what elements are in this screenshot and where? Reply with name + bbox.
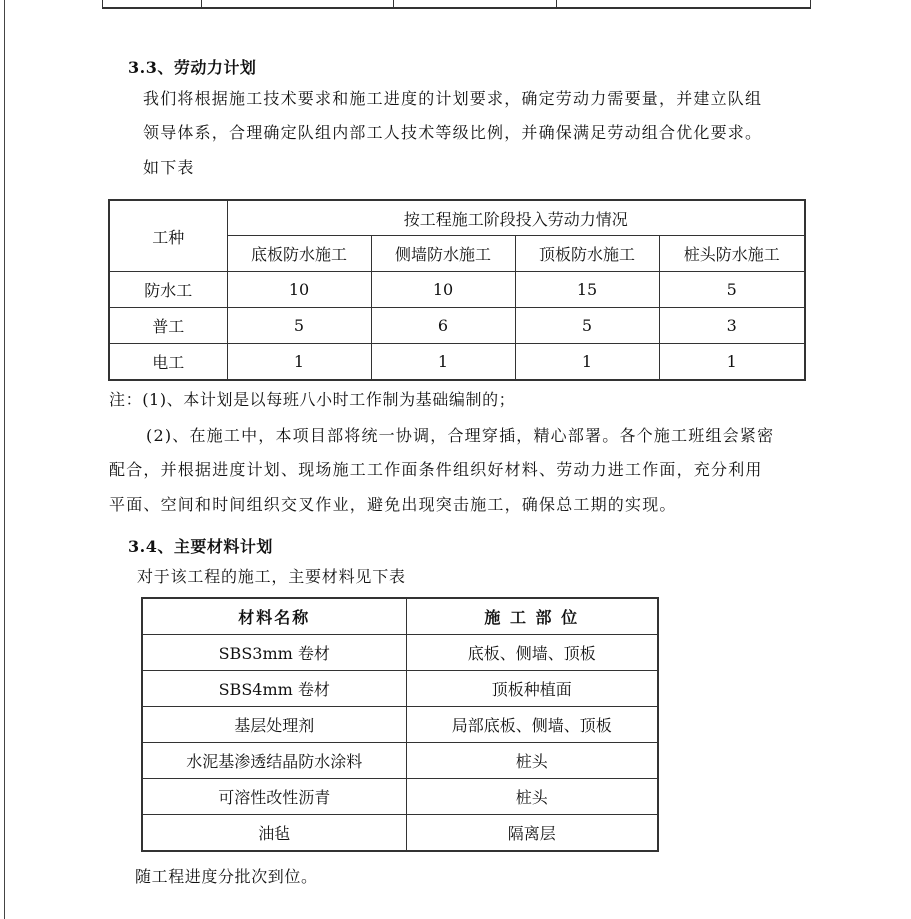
- header-cell-group: 按工程施工阶段投入劳动力情况: [227, 200, 805, 236]
- previous-table-fragment: [102, 0, 811, 9]
- material-name-cell: 水泥基渗透结晶防水涂料: [142, 743, 406, 779]
- header-cell-location: 施 工 部 位: [406, 598, 658, 635]
- material-name-cell: 可溶性改性沥青: [142, 779, 406, 815]
- trade-cell: 电工: [109, 344, 227, 381]
- table-fragment-divider: [201, 0, 202, 9]
- location-cell: 顶板种植面: [406, 671, 658, 707]
- table-fragment-divider: [556, 0, 557, 9]
- table-row: [109, 344, 805, 381]
- closing-note: 随工程进度分批次到位。: [135, 867, 318, 886]
- table-header-row: [109, 200, 805, 236]
- location-cell: 局部底板、侧墙、顶板: [406, 707, 658, 743]
- paragraph-line: 我们将根据施工技术要求和施工进度的计划要求，确定劳动力需要量，并建立队组: [143, 89, 763, 108]
- page-left-edge: [4, 0, 5, 919]
- note-1: 注：(1)、本计划是以每班八小时工作制为基础编制的；: [109, 390, 516, 409]
- value-cell: 1: [515, 344, 659, 381]
- header-cell-stage: 侧墙防水施工: [371, 236, 515, 272]
- value-cell: 3: [659, 308, 805, 344]
- value-cell: 1: [227, 344, 371, 381]
- value-cell: 1: [371, 344, 515, 381]
- labor-plan-table: [108, 199, 806, 381]
- value-cell: 6: [371, 308, 515, 344]
- note-2-line: 配合，并根据进度计划、现场施工工作面条件组织好材料、劳动力进工作面，充分利用: [109, 460, 763, 479]
- material-name-cell: 油毡: [142, 815, 406, 852]
- table-row: [142, 635, 658, 671]
- header-cell-material-name: 材料名称: [142, 598, 406, 635]
- location-cell: 底板、侧墙、顶板: [406, 635, 658, 671]
- note-2-line: (2)、在施工中，本项目部将统一协调，合理穿插，精心部署。各个施工班组会紧密: [146, 426, 775, 445]
- header-cell-trade: 工种: [109, 200, 227, 272]
- value-cell: 10: [227, 272, 371, 308]
- location-cell: 桩头: [406, 779, 658, 815]
- table-row: [109, 272, 805, 308]
- header-cell-stage: 桩头防水施工: [659, 236, 805, 272]
- value-cell: 5: [659, 272, 805, 308]
- value-cell: 5: [515, 308, 659, 344]
- header-cell-stage: 底板防水施工: [227, 236, 371, 272]
- section-heading-labor-plan: 3.3、劳动力计划: [128, 58, 257, 77]
- paragraph-line: 如下表: [143, 158, 195, 177]
- table-row: [142, 743, 658, 779]
- section-heading-material-plan: 3.4、主要材料计划: [128, 537, 273, 556]
- paragraph-line: 领导体系，合理确定队组内部工人技术等级比例，并确保满足劳动组合优化要求。: [143, 123, 763, 142]
- table-row: [142, 671, 658, 707]
- note-2-line: 平面、空间和时间组织交叉作业，避免出现突击施工，确保总工期的实现。: [109, 495, 677, 514]
- material-name-cell: SBS4mm 卷材: [142, 671, 406, 707]
- table-row: [142, 707, 658, 743]
- table-row: [142, 815, 658, 852]
- table-fragment-divider: [393, 0, 394, 9]
- trade-cell: 普工: [109, 308, 227, 344]
- table-header-row: [142, 598, 658, 635]
- value-cell: 10: [371, 272, 515, 308]
- location-cell: 桩头: [406, 743, 658, 779]
- value-cell: 5: [227, 308, 371, 344]
- material-name-cell: SBS3mm 卷材: [142, 635, 406, 671]
- table-row: [142, 779, 658, 815]
- value-cell: 1: [659, 344, 805, 381]
- material-name-cell: 基层处理剂: [142, 707, 406, 743]
- table-row: [109, 308, 805, 344]
- material-intro: 对于该工程的施工，主要材料见下表: [137, 567, 406, 586]
- material-plan-table: [141, 597, 659, 852]
- value-cell: 15: [515, 272, 659, 308]
- header-cell-stage: 顶板防水施工: [515, 236, 659, 272]
- trade-cell: 防水工: [109, 272, 227, 308]
- location-cell: 隔离层: [406, 815, 658, 852]
